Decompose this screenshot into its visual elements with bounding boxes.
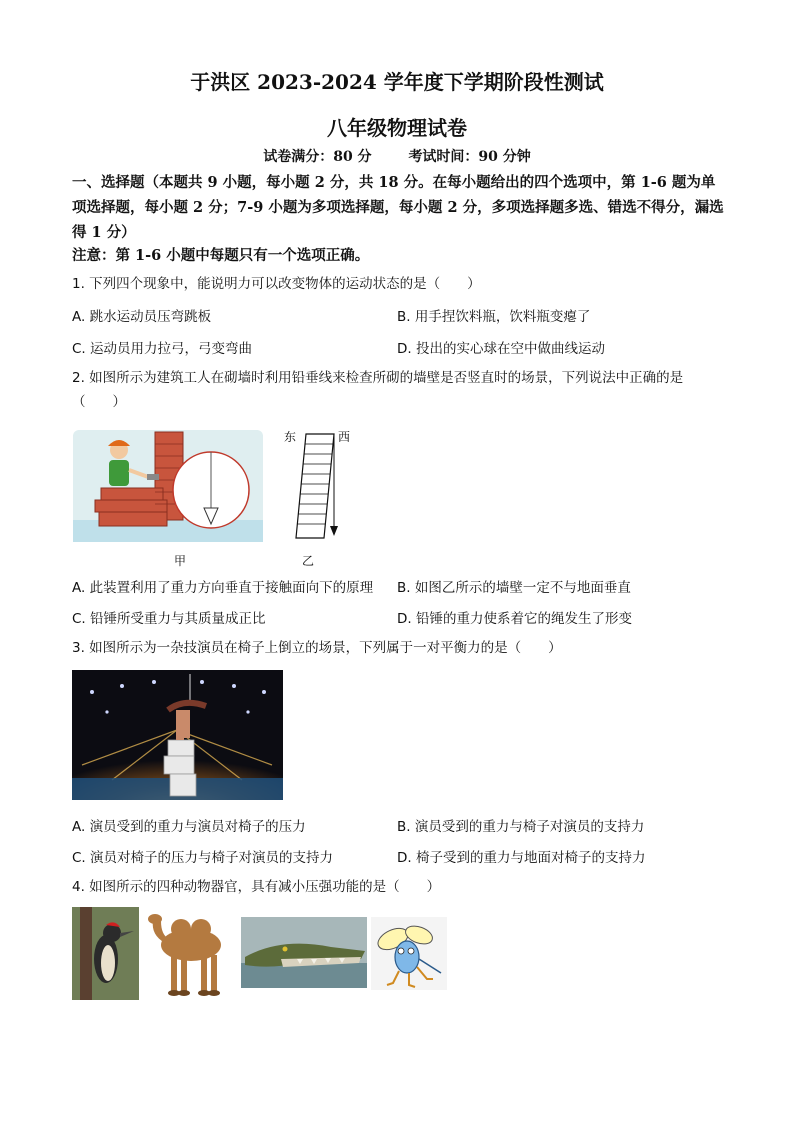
section-heading: 一、选择题（本题共 9 小题，每小题 2 分，共 18 分。在每小题给出的四个选项中，第 1-6 题为单项选择题，每小题 2 分；7-9 小题为多项选择题，每小题 2 分，多项选择题多选、错选不得分，漏选得 1 分） xyxy=(72,174,724,241)
figure-label-jia: 甲 xyxy=(174,554,187,568)
figure-crocodile xyxy=(241,917,367,988)
figure-woodpecker xyxy=(72,907,139,1000)
direction-label-east: 东 xyxy=(284,430,297,444)
question-4-stem: 4. 如图所示的四种动物器官，具有减小压强功能的是（ ） xyxy=(72,879,441,895)
figure-jia-bricklayer xyxy=(73,430,263,542)
q3-option-c: C. 演员对椅子的压力与椅子对演员的支持力 xyxy=(72,850,334,866)
figure-label-yi: 乙 xyxy=(302,554,315,568)
question-2-stem: 2. 如图所示为建筑工人在砌墙时利用铅垂线来检查所砌的墙壁是否竖直时的场景，下列说法中正确的是（ ） xyxy=(72,370,684,410)
q3-option-b: B. 演员受到的重力与椅子对演员的支持力 xyxy=(397,819,645,835)
q2-option-b: B. 如图乙所示的墙壁一定不与地面垂直 xyxy=(397,580,631,596)
question-1-stem: 1. 下列四个现象中，能说明力可以改变物体的运动状态的是（ ） xyxy=(72,276,481,292)
q3-option-a: A. 演员受到的重力与演员对椅子的压力 xyxy=(72,819,306,835)
q2-option-a: A. 此装置利用了重力方向垂直于接触面向下的原理 xyxy=(72,580,374,596)
section-note: 注意：第 1-6 小题中每题只有一个选项正确。 xyxy=(72,247,370,264)
q2-option-c: C. 铅锤所受重力与其质量成正比 xyxy=(72,611,266,627)
exam-meta xyxy=(0,146,794,166)
figure-mosquito xyxy=(371,917,447,990)
exam-subtitle: 八年级物理试卷 xyxy=(327,116,467,140)
exam-time: 考试时间：90 分钟 xyxy=(408,149,531,165)
q1-option-c: C. 运动员用力拉弓，弓变弯曲 xyxy=(72,341,253,357)
q3-option-d: D. 椅子受到的重力与地面对椅子的支持力 xyxy=(397,850,646,866)
figure-camel xyxy=(143,907,237,1000)
q1-option-a: A. 跳水运动员压弯跳板 xyxy=(72,309,212,325)
q1-option-b: B. 用手捏饮料瓶，饮料瓶变瘪了 xyxy=(397,309,591,325)
question-3-stem: 3. 如图所示为一杂技演员在椅子上倒立的场景，下列属于一对平衡力的是（ ） xyxy=(72,640,562,656)
direction-label-west: 西 xyxy=(338,430,351,444)
q1-option-d: D. 投出的实心球在空中做曲线运动 xyxy=(397,341,605,357)
exam-title: 于洪区 2023-2024 学年度下学期阶段性测试 xyxy=(190,70,604,94)
q2-option-d: D. 铅锤的重力使系着它的绳发生了形变 xyxy=(397,611,632,627)
full-score: 试卷满分：80 分 xyxy=(263,149,372,165)
figure-acrobat-photo xyxy=(72,670,283,800)
